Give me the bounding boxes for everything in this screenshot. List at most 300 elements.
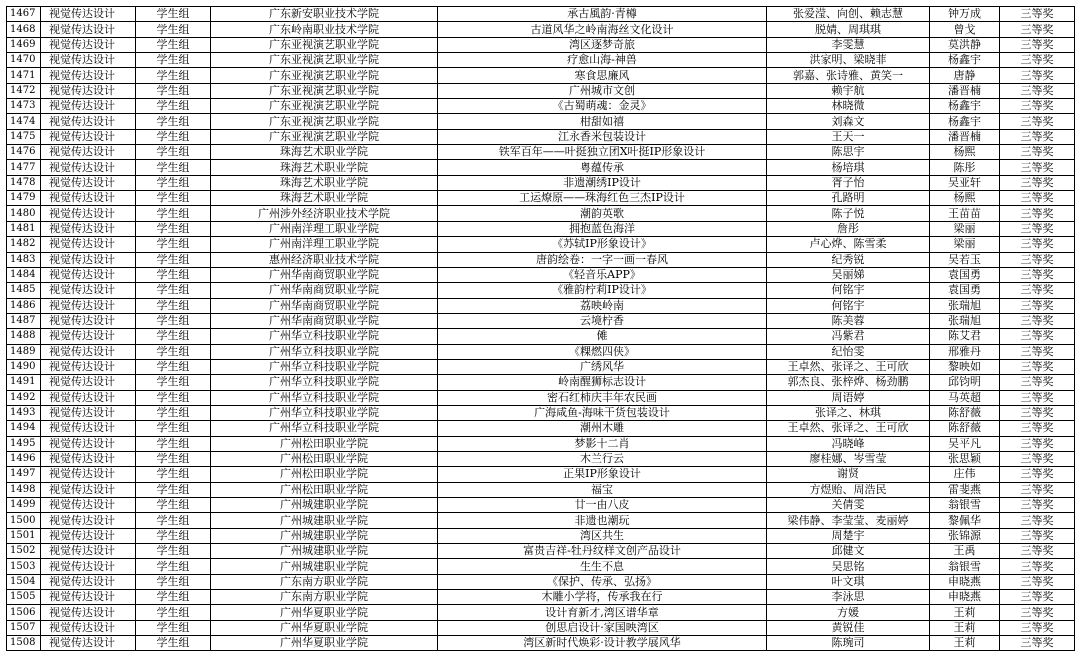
school-cell: 广州华立科技职业学院 bbox=[211, 421, 438, 436]
category-cell: 视觉传达设计 bbox=[41, 436, 136, 451]
award-cell: 三等奖 bbox=[1000, 298, 1075, 313]
authors-cell: 谢贤 bbox=[767, 467, 930, 482]
work-title-cell: 潮韵英歌 bbox=[438, 206, 767, 221]
teacher-cell: 杨熙 bbox=[930, 145, 1000, 160]
award-cell: 三等奖 bbox=[1000, 544, 1075, 559]
table-row bbox=[7, 513, 1075, 528]
work-title-cell: 廿一由八皮 bbox=[438, 498, 767, 513]
work-title-cell: 《轻音乐APP》 bbox=[438, 267, 767, 282]
group-cell: 学生组 bbox=[136, 267, 211, 282]
table-row bbox=[7, 498, 1075, 513]
row-number: 1500 bbox=[7, 513, 41, 528]
teacher-cell: 杨鑫宇 bbox=[930, 114, 1000, 129]
group-cell: 学生组 bbox=[136, 237, 211, 252]
work-title-cell: 湾区新时代焕彩·设计教学展风华 bbox=[438, 636, 767, 651]
teacher-cell: 王苗苗 bbox=[930, 206, 1000, 221]
category-cell: 视觉传达设计 bbox=[41, 467, 136, 482]
row-number: 1488 bbox=[7, 329, 41, 344]
work-title-cell: 创思启设计·家国映湾区 bbox=[438, 620, 767, 635]
category-cell: 视觉传达设计 bbox=[41, 267, 136, 282]
teacher-cell: 梁丽 bbox=[930, 221, 1000, 236]
table-row bbox=[7, 37, 1075, 52]
group-cell: 学生组 bbox=[136, 221, 211, 236]
group-cell: 学生组 bbox=[136, 313, 211, 328]
award-cell: 三等奖 bbox=[1000, 53, 1075, 68]
category-cell: 视觉传达设计 bbox=[41, 22, 136, 37]
category-cell: 视觉传达设计 bbox=[41, 344, 136, 359]
work-title-cell: 《雅韵柠莉IP设计》 bbox=[438, 283, 767, 298]
authors-cell: 周语婷 bbox=[767, 390, 930, 405]
work-title-cell: 荔映岭南 bbox=[438, 298, 767, 313]
authors-cell: 黄锐佳 bbox=[767, 620, 930, 635]
school-cell: 广州松田职业学院 bbox=[211, 482, 438, 497]
table-row bbox=[7, 68, 1075, 83]
group-cell: 学生组 bbox=[136, 636, 211, 651]
group-cell: 学生组 bbox=[136, 436, 211, 451]
group-cell: 学生组 bbox=[136, 590, 211, 605]
teacher-cell: 王莉 bbox=[930, 605, 1000, 620]
work-title-cell: 富贵吉祥-牡丹纹样文创产品设计 bbox=[438, 544, 767, 559]
work-title-cell: 非遗也潮玩 bbox=[438, 513, 767, 528]
teacher-cell: 杨鑫宇 bbox=[930, 99, 1000, 114]
group-cell: 学生组 bbox=[136, 405, 211, 420]
table-row bbox=[7, 175, 1075, 190]
teacher-cell: 陈舒薇 bbox=[930, 405, 1000, 420]
school-cell: 广东亚视演艺职业学院 bbox=[211, 53, 438, 68]
row-number: 1485 bbox=[7, 283, 41, 298]
authors-cell: 邱健文 bbox=[767, 544, 930, 559]
award-cell: 三等奖 bbox=[1000, 313, 1075, 328]
work-title-cell: 《古蜀萌魂：金灵》 bbox=[438, 99, 767, 114]
group-cell: 学生组 bbox=[136, 37, 211, 52]
school-cell: 珠海艺术职业学院 bbox=[211, 145, 438, 160]
group-cell: 学生组 bbox=[136, 175, 211, 190]
authors-cell: 陈美蓉 bbox=[767, 313, 930, 328]
work-title-cell: 非遗潮绣IP设计 bbox=[438, 175, 767, 190]
row-number: 1491 bbox=[7, 375, 41, 390]
award-cell: 三等奖 bbox=[1000, 498, 1075, 513]
category-cell: 视觉传达设计 bbox=[41, 390, 136, 405]
row-number: 1489 bbox=[7, 344, 41, 359]
table-row bbox=[7, 221, 1075, 236]
award-cell: 三等奖 bbox=[1000, 129, 1075, 144]
award-cell: 三等奖 bbox=[1000, 206, 1075, 221]
authors-cell: 纪秀锐 bbox=[767, 252, 930, 267]
school-cell: 广州城建职业学院 bbox=[211, 559, 438, 574]
group-cell: 学生组 bbox=[136, 99, 211, 114]
award-cell: 三等奖 bbox=[1000, 482, 1075, 497]
row-number: 1481 bbox=[7, 221, 41, 236]
school-cell: 惠州经济职业技术学院 bbox=[211, 252, 438, 267]
table-row bbox=[7, 114, 1075, 129]
authors-cell: 吴思铭 bbox=[767, 559, 930, 574]
award-cell: 三等奖 bbox=[1000, 99, 1075, 114]
school-cell: 广州城建职业学院 bbox=[211, 498, 438, 513]
teacher-cell: 翁银雪 bbox=[930, 559, 1000, 574]
group-cell: 学生组 bbox=[136, 390, 211, 405]
group-cell: 学生组 bbox=[136, 574, 211, 589]
row-number: 1471 bbox=[7, 68, 41, 83]
row-number: 1505 bbox=[7, 590, 41, 605]
award-cell: 三等奖 bbox=[1000, 436, 1075, 451]
table-row bbox=[7, 528, 1075, 543]
authors-cell: 刘森文 bbox=[767, 114, 930, 129]
work-title-cell: 云境柠香 bbox=[438, 313, 767, 328]
row-number: 1473 bbox=[7, 99, 41, 114]
school-cell: 广州华夏职业学院 bbox=[211, 636, 438, 651]
teacher-cell: 曾戈 bbox=[930, 22, 1000, 37]
row-number: 1502 bbox=[7, 544, 41, 559]
award-cell: 三等奖 bbox=[1000, 7, 1075, 22]
row-number: 1468 bbox=[7, 22, 41, 37]
category-cell: 视觉传达设计 bbox=[41, 99, 136, 114]
work-title-cell: 潮州木雕 bbox=[438, 421, 767, 436]
table-row bbox=[7, 467, 1075, 482]
work-title-cell: 福宝 bbox=[438, 482, 767, 497]
authors-cell: 脱婧、周琪琪 bbox=[767, 22, 930, 37]
award-cell: 三等奖 bbox=[1000, 175, 1075, 190]
category-cell: 视觉传达设计 bbox=[41, 237, 136, 252]
category-cell: 视觉传达设计 bbox=[41, 359, 136, 374]
school-cell: 珠海艺术职业学院 bbox=[211, 191, 438, 206]
group-cell: 学生组 bbox=[136, 83, 211, 98]
category-cell: 视觉传达设计 bbox=[41, 421, 136, 436]
school-cell: 广州城建职业学院 bbox=[211, 513, 438, 528]
teacher-cell: 梁丽 bbox=[930, 237, 1000, 252]
school-cell: 广东南方职业学院 bbox=[211, 590, 438, 605]
school-cell: 广州华立科技职业学院 bbox=[211, 359, 438, 374]
teacher-cell: 杨熙 bbox=[930, 191, 1000, 206]
authors-cell: 何铭宇 bbox=[767, 283, 930, 298]
authors-cell: 冯晓峰 bbox=[767, 436, 930, 451]
school-cell: 广东岭南职业技术学院 bbox=[211, 22, 438, 37]
group-cell: 学生组 bbox=[136, 22, 211, 37]
row-number: 1492 bbox=[7, 390, 41, 405]
school-cell: 广州华夏职业学院 bbox=[211, 605, 438, 620]
table-row bbox=[7, 22, 1075, 37]
group-cell: 学生组 bbox=[136, 451, 211, 466]
teacher-cell: 翁银雪 bbox=[930, 498, 1000, 513]
work-title-cell: 密石红柿庆丰年农民画 bbox=[438, 390, 767, 405]
work-title-cell: 铁军百年——叶挺独立团X叶挺IP形象设计 bbox=[438, 145, 767, 160]
category-cell: 视觉传达设计 bbox=[41, 53, 136, 68]
authors-cell: 洪家明、梁晓菲 bbox=[767, 53, 930, 68]
school-cell: 广州华夏职业学院 bbox=[211, 620, 438, 635]
group-cell: 学生组 bbox=[136, 68, 211, 83]
work-title-cell: 梦影十二肖 bbox=[438, 436, 767, 451]
authors-cell: 郭嘉、张诗雅、黄笑一 bbox=[767, 68, 930, 83]
teacher-cell: 雷斐燕 bbox=[930, 482, 1000, 497]
category-cell: 视觉传达设计 bbox=[41, 313, 136, 328]
authors-cell: 李雯慧 bbox=[767, 37, 930, 52]
authors-cell: 吴丽娣 bbox=[767, 267, 930, 282]
award-cell: 三等奖 bbox=[1000, 636, 1075, 651]
row-number: 1503 bbox=[7, 559, 41, 574]
award-cell: 三等奖 bbox=[1000, 359, 1075, 374]
teacher-cell: 唐静 bbox=[930, 68, 1000, 83]
table-row bbox=[7, 559, 1075, 574]
authors-cell: 何铭宇 bbox=[767, 298, 930, 313]
group-cell: 学生组 bbox=[136, 528, 211, 543]
authors-cell: 廖桂娜、岑雪莹 bbox=[767, 451, 930, 466]
authors-cell: 纪怡雯 bbox=[767, 344, 930, 359]
work-title-cell: 广海咸鱼-海味干货包装设计 bbox=[438, 405, 767, 420]
table-row bbox=[7, 375, 1075, 390]
school-cell: 广州华立科技职业学院 bbox=[211, 405, 438, 420]
row-number: 1499 bbox=[7, 498, 41, 513]
category-cell: 视觉传达设计 bbox=[41, 298, 136, 313]
school-cell: 广州南洋理工职业学院 bbox=[211, 221, 438, 236]
teacher-cell: 潘晋楠 bbox=[930, 83, 1000, 98]
work-title-cell: 木兰行云 bbox=[438, 451, 767, 466]
row-number: 1474 bbox=[7, 114, 41, 129]
row-number: 1482 bbox=[7, 237, 41, 252]
award-cell: 三等奖 bbox=[1000, 283, 1075, 298]
teacher-cell: 袁国勇 bbox=[930, 267, 1000, 282]
group-cell: 学生组 bbox=[136, 145, 211, 160]
table-row bbox=[7, 405, 1075, 420]
teacher-cell: 陈艾君 bbox=[930, 329, 1000, 344]
table-row bbox=[7, 605, 1075, 620]
row-number: 1490 bbox=[7, 359, 41, 374]
teacher-cell: 王莉 bbox=[930, 620, 1000, 635]
group-cell: 学生组 bbox=[136, 605, 211, 620]
school-cell: 珠海艺术职业学院 bbox=[211, 160, 438, 175]
school-cell: 广州华立科技职业学院 bbox=[211, 344, 438, 359]
group-cell: 学生组 bbox=[136, 298, 211, 313]
authors-cell: 郭杰良、张梓烨、杨劲鹏 bbox=[767, 375, 930, 390]
row-number: 1493 bbox=[7, 405, 41, 420]
award-cell: 三等奖 bbox=[1000, 191, 1075, 206]
category-cell: 视觉传达设计 bbox=[41, 129, 136, 144]
group-cell: 学生组 bbox=[136, 620, 211, 635]
award-cell: 三等奖 bbox=[1000, 528, 1075, 543]
school-cell: 广东亚视演艺职业学院 bbox=[211, 129, 438, 144]
table-row bbox=[7, 574, 1075, 589]
authors-cell: 胥子怡 bbox=[767, 175, 930, 190]
teacher-cell: 申晓燕 bbox=[930, 574, 1000, 589]
table-row bbox=[7, 160, 1075, 175]
group-cell: 学生组 bbox=[136, 53, 211, 68]
school-cell: 广东南方职业学院 bbox=[211, 574, 438, 589]
authors-cell: 方媛 bbox=[767, 605, 930, 620]
group-cell: 学生组 bbox=[136, 329, 211, 344]
row-number: 1470 bbox=[7, 53, 41, 68]
row-number: 1479 bbox=[7, 191, 41, 206]
work-title-cell: 唐韵绘卷：一字一画一春风 bbox=[438, 252, 767, 267]
table-row bbox=[7, 313, 1075, 328]
table-row bbox=[7, 237, 1075, 252]
category-cell: 视觉传达设计 bbox=[41, 114, 136, 129]
row-number: 1472 bbox=[7, 83, 41, 98]
table-row bbox=[7, 329, 1075, 344]
award-cell: 三等奖 bbox=[1000, 451, 1075, 466]
work-title-cell: 粤蕴传承 bbox=[438, 160, 767, 175]
row-number: 1501 bbox=[7, 528, 41, 543]
award-cell: 三等奖 bbox=[1000, 221, 1075, 236]
award-cell: 三等奖 bbox=[1000, 559, 1075, 574]
award-cell: 三等奖 bbox=[1000, 329, 1075, 344]
group-cell: 学生组 bbox=[136, 498, 211, 513]
teacher-cell: 邱钧明 bbox=[930, 375, 1000, 390]
school-cell: 广州华立科技职业学院 bbox=[211, 375, 438, 390]
teacher-cell: 张锦源 bbox=[930, 528, 1000, 543]
category-cell: 视觉传达设计 bbox=[41, 37, 136, 52]
school-cell: 广州松田职业学院 bbox=[211, 436, 438, 451]
group-cell: 学生组 bbox=[136, 544, 211, 559]
teacher-cell: 王禹 bbox=[930, 544, 1000, 559]
school-cell: 广州华立科技职业学院 bbox=[211, 329, 438, 344]
category-cell: 视觉传达设计 bbox=[41, 559, 136, 574]
work-title-cell: 柑甜如禧 bbox=[438, 114, 767, 129]
row-number: 1469 bbox=[7, 37, 41, 52]
authors-cell: 张爱滢、向创、赖志慧 bbox=[767, 7, 930, 22]
award-cell: 三等奖 bbox=[1000, 590, 1075, 605]
category-cell: 视觉传达设计 bbox=[41, 160, 136, 175]
award-cell: 三等奖 bbox=[1000, 22, 1075, 37]
teacher-cell: 陈彤 bbox=[930, 160, 1000, 175]
teacher-cell: 张瑞旭 bbox=[930, 313, 1000, 328]
group-cell: 学生组 bbox=[136, 7, 211, 22]
row-number: 1477 bbox=[7, 160, 41, 175]
work-title-cell: 承古風韵·青樽 bbox=[438, 7, 767, 22]
category-cell: 视觉传达设计 bbox=[41, 482, 136, 497]
school-cell: 广州华南商贸职业学院 bbox=[211, 267, 438, 282]
award-cell: 三等奖 bbox=[1000, 160, 1075, 175]
teacher-cell: 吴若玉 bbox=[930, 252, 1000, 267]
school-cell: 珠海艺术职业学院 bbox=[211, 175, 438, 190]
table-row bbox=[7, 482, 1075, 497]
row-number: 1475 bbox=[7, 129, 41, 144]
category-cell: 视觉传达设计 bbox=[41, 206, 136, 221]
row-number: 1507 bbox=[7, 620, 41, 635]
work-title-cell: 设计育新才,湾区谱华章 bbox=[438, 605, 767, 620]
teacher-cell: 杨鑫宇 bbox=[930, 53, 1000, 68]
school-cell: 广东新安职业技术学院 bbox=[211, 7, 438, 22]
category-cell: 视觉传达设计 bbox=[41, 498, 136, 513]
award-cell: 三等奖 bbox=[1000, 37, 1075, 52]
row-number: 1487 bbox=[7, 313, 41, 328]
award-cell: 三等奖 bbox=[1000, 252, 1075, 267]
category-cell: 视觉传达设计 bbox=[41, 283, 136, 298]
award-cell: 三等奖 bbox=[1000, 83, 1075, 98]
table-row bbox=[7, 99, 1075, 114]
category-cell: 视觉传达设计 bbox=[41, 605, 136, 620]
school-cell: 广东亚视演艺职业学院 bbox=[211, 99, 438, 114]
school-cell: 广东亚视演艺职业学院 bbox=[211, 114, 438, 129]
work-title-cell: 生生不息 bbox=[438, 559, 767, 574]
work-title-cell: 疗愈山海-神兽 bbox=[438, 53, 767, 68]
group-cell: 学生组 bbox=[136, 559, 211, 574]
category-cell: 视觉传达设计 bbox=[41, 574, 136, 589]
table-row bbox=[7, 191, 1075, 206]
school-cell: 广州涉外经济职业技术学院 bbox=[211, 206, 438, 221]
award-cell: 三等奖 bbox=[1000, 605, 1075, 620]
table-row bbox=[7, 590, 1075, 605]
school-cell: 广州华立科技职业学院 bbox=[211, 390, 438, 405]
teacher-cell: 潘晋楠 bbox=[930, 129, 1000, 144]
table-row bbox=[7, 267, 1075, 282]
work-title-cell: 《保护、传承、弘扬》 bbox=[438, 574, 767, 589]
group-cell: 学生组 bbox=[136, 206, 211, 221]
table-row bbox=[7, 421, 1075, 436]
category-cell: 视觉传达设计 bbox=[41, 145, 136, 160]
award-cell: 三等奖 bbox=[1000, 467, 1075, 482]
authors-cell: 陈子悦 bbox=[767, 206, 930, 221]
category-cell: 视觉传达设计 bbox=[41, 451, 136, 466]
category-cell: 视觉传达设计 bbox=[41, 7, 136, 22]
award-results-table bbox=[6, 6, 1075, 651]
award-cell: 三等奖 bbox=[1000, 237, 1075, 252]
group-cell: 学生组 bbox=[136, 359, 211, 374]
row-number: 1495 bbox=[7, 436, 41, 451]
work-title-cell: 寒食思廉风 bbox=[438, 68, 767, 83]
category-cell: 视觉传达设计 bbox=[41, 252, 136, 267]
teacher-cell: 陈舒薇 bbox=[930, 421, 1000, 436]
work-title-cell: 傩 bbox=[438, 329, 767, 344]
row-number: 1498 bbox=[7, 482, 41, 497]
category-cell: 视觉传达设计 bbox=[41, 528, 136, 543]
authors-cell: 陈琬司 bbox=[767, 636, 930, 651]
school-cell: 广州城建职业学院 bbox=[211, 528, 438, 543]
table-row bbox=[7, 451, 1075, 466]
category-cell: 视觉传达设计 bbox=[41, 636, 136, 651]
category-cell: 视觉传达设计 bbox=[41, 175, 136, 190]
row-number: 1467 bbox=[7, 7, 41, 22]
category-cell: 视觉传达设计 bbox=[41, 590, 136, 605]
group-cell: 学生组 bbox=[136, 482, 211, 497]
work-title-cell: 《粿燃四侠》 bbox=[438, 344, 767, 359]
school-cell: 广东亚视演艺职业学院 bbox=[211, 68, 438, 83]
authors-cell: 关倩雯 bbox=[767, 498, 930, 513]
row-number: 1483 bbox=[7, 252, 41, 267]
work-title-cell: 湾区逐梦奇旅 bbox=[438, 37, 767, 52]
teacher-cell: 邢雅丹 bbox=[930, 344, 1000, 359]
award-cell: 三等奖 bbox=[1000, 344, 1075, 359]
group-cell: 学生组 bbox=[136, 129, 211, 144]
school-cell: 广州松田职业学院 bbox=[211, 451, 438, 466]
authors-cell: 赖宇航 bbox=[767, 83, 930, 98]
row-number: 1497 bbox=[7, 467, 41, 482]
authors-cell: 陈思宇 bbox=[767, 145, 930, 160]
teacher-cell: 马英超 bbox=[930, 390, 1000, 405]
table-row bbox=[7, 252, 1075, 267]
award-cell: 三等奖 bbox=[1000, 68, 1075, 83]
table-row bbox=[7, 636, 1075, 651]
category-cell: 视觉传达设计 bbox=[41, 405, 136, 420]
teacher-cell: 庄伟 bbox=[930, 467, 1000, 482]
table-row bbox=[7, 206, 1075, 221]
school-cell: 广州华南商贸职业学院 bbox=[211, 313, 438, 328]
row-number: 1494 bbox=[7, 421, 41, 436]
row-number: 1506 bbox=[7, 605, 41, 620]
authors-cell: 张译之、林琪 bbox=[767, 405, 930, 420]
work-title-cell: 岭南醒狮标志设计 bbox=[438, 375, 767, 390]
authors-cell: 梁伟静、李莹莹、麦丽婷 bbox=[767, 513, 930, 528]
teacher-cell: 申晓燕 bbox=[930, 590, 1000, 605]
school-cell: 广州华南商贸职业学院 bbox=[211, 283, 438, 298]
category-cell: 视觉传达设计 bbox=[41, 68, 136, 83]
row-number: 1496 bbox=[7, 451, 41, 466]
group-cell: 学生组 bbox=[136, 467, 211, 482]
row-number: 1486 bbox=[7, 298, 41, 313]
table-row bbox=[7, 129, 1075, 144]
work-title-cell: 古道风华之岭南海丝文化设计 bbox=[438, 22, 767, 37]
authors-cell: 冯紫君 bbox=[767, 329, 930, 344]
award-cell: 三等奖 bbox=[1000, 390, 1075, 405]
category-cell: 视觉传达设计 bbox=[41, 83, 136, 98]
group-cell: 学生组 bbox=[136, 191, 211, 206]
